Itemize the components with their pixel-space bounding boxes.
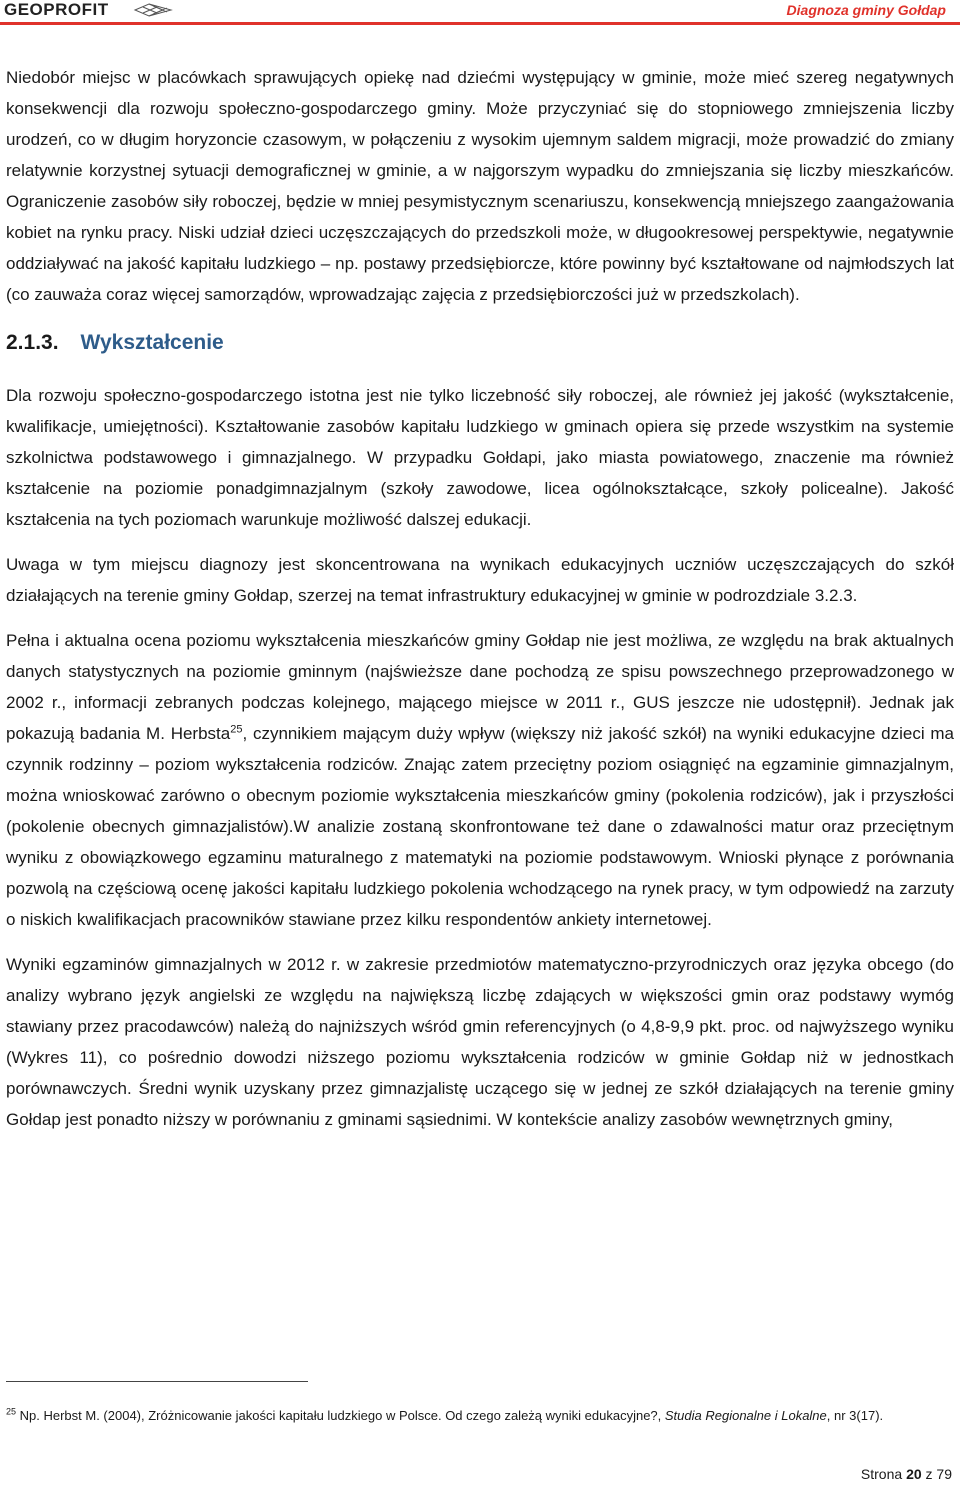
footnote-tail: , nr 3(17). [826, 1408, 884, 1423]
geoprofit-logo: GEOPROFIT [4, 0, 109, 19]
document-body [6, 62, 954, 1135]
footnote-journal: Studia Regionalne i Lokalne [664, 1408, 827, 1423]
paragraph: Wyniki egzaminów gimnazjalnych w 2012 r. w zakresie przedmiotów matematyczno-przyrodniczych oraz języka obcego (do analizy wybrano język angielski ze względu na największą liczbę zdających w większości gmin oraz podstawy wymóg stawiany przez pracodawców) należą do najniższych wśród gmin referencyjnych (o 4,8-9,9 pkt. proc. od najwyższego wyniku (Wykres 11), co pośrednio dowodzi niższego poziomu wykształcenia rodziców w gminie Gołdap niż w jednostkach porównawczych. Średni wynik uzyskany przez gimnazjalistę uczącego się w jednej ze szkół działających na terenie gminy Gołdap jest ponadto niższy w porównaniu z gminami sąsiednimi. W kontekście analizy zasobów wewnętrznych gminy, [6, 955, 954, 1129]
section-heading [6, 328, 954, 358]
footnote-number: 25 [6, 1406, 17, 1417]
logo-wings-icon [133, 1, 173, 19]
footnote-divider [6, 1381, 308, 1382]
section-title: Wykształcenie [80, 331, 224, 354]
page-number [861, 1466, 952, 1482]
page-current: 20 [906, 1466, 922, 1482]
footnote-text: Np. Herbst M. (2004), Zróżnicowanie jakości kapitału ludzkiego w Polsce. Od czego zależą wyniki edukacyjne?, [16, 1408, 665, 1423]
paragraph [6, 625, 954, 935]
header-divider [0, 22, 960, 25]
page-label: Strona [860, 1466, 903, 1482]
paragraph: Uwaga w tym miejscu diagnozy jest skoncentrowana na wynikach edukacyjnych uczniów uczęszczających do szkół działających na terenie gminy Gołdap, szerzej na temat infrastruktury edukacyjnej w gminie w podrozdziale 3.2.3. [6, 555, 954, 605]
footnote-reference[interactable]: 25 [230, 723, 243, 736]
page-separator: z [925, 1466, 933, 1482]
paragraph: Niedobór miejsc w placówkach sprawujących opiekę nad dziećmi występujący w gminie, może mieć szereg negatywnych konsekwencji dla rozwoju społeczno-gospodarczego gminy. Może przyczyniać się do stopniowego zmniejszenia liczby urodzeń, co w długim horyzoncie czasowym, w połączeniu z wysokim ujemnym saldem migracji, może prowadzić do zmiany relatywnie korzystnej sytuacji demograficznej w gminie, a w najgorszym wypadku do zmniejszania się liczby mieszkańców. Ograniczenie zasobów siły roboczej, będzie w mniej pesymistycznym scenariuszu, konsekwencją mniejszego zaangażowania kobiet na rynku pracy. Niski udział dzieci uczęszczających do przedszkoli może, w długookresowej perspektywie, negatywnie oddziaływać na jakość kapitału ludzkiego – np. postawy przedsiębiorcze, które powinny być kształtowane od najmłodszych lat (co zauważa coraz więcej samorządów, wprowadzając zajęcia z przedsiębiorczości już w przedszkolach). [6, 68, 954, 304]
paragraph: Dla rozwoju społeczno-gospodarczego istotna jest nie tylko liczebność siły roboczej, ale również jej jakość (wykształcenie, kwalifikacje, umiejętności). Kształtowanie zasobów kapitału ludzkiego w gminach opiera się przede wszystkim na systemie szkolnictwa podstawowego i gimnazjalnego. W przypadku Gołdapi, jako miasta powiatowego, znaczenie ma również kształcenie na poziomie ponadgimnazjalnym (szkoły zawodowe, licea ogólnokształcące, szkoły policealne). Jakość kształcenia na tych poziomach warunkuje możliwość dalszej edukacji. [6, 386, 954, 529]
page-header [0, 0, 960, 24]
page-total: 79 [936, 1466, 952, 1482]
document-title: Diagnoza gminy Gołdap [786, 2, 946, 18]
footnote [6, 1406, 954, 1426]
paragraph-text: , czynnikiem mającym duży wpływ (większy niż jakość szkół) na wyniki edukacyjne dzieci ma czynnik rodzinny – poziom wykształcenia rodziców. Znając zatem przeciętny poziom osiągnięć na egzaminie gimnazjalnym, można wnioskować zarówno o obecnym poziomie wykształcenia mieszkańców gminy (pokolenia rodziców), jak i przyszłości (pokolenie obecnych gimnazjalistów).W analizie zostaną skonfrontowane też dane o zdawalności matur oraz przeciętnym wyniku z obowiązkowego egzaminu maturalnego z matematyki na poziomie podstawowym. Wnioski płynące z porównania pozwolą na częściową ocenę jakości kapitału ludzkiego pokolenia wchodzącego na rynek pracy, w tym odpowiedź na zarzuty o niskich kwalifikacjach pracowników stawiane przez kilku respondentów ankiety internetowej. [6, 724, 954, 929]
section-number: 2.1.3. [6, 331, 59, 354]
paragraph-text: Pełna i aktualna ocena poziomu wykształcenia mieszkańców gminy Gołdap nie jest możliwa, ze względu na brak aktualnych danych statystycznych na poziomie gminnym (najświeższe dane pochodzą ze spisu powszechnego przeprowadzonego w 2002 r., informacji zebranych podczas kolejnego, mającego miejsce w 2011 r., GUS jeszcze nie udostępnił). Jednak jak pokazują badania M. Herbsta [6, 631, 954, 743]
